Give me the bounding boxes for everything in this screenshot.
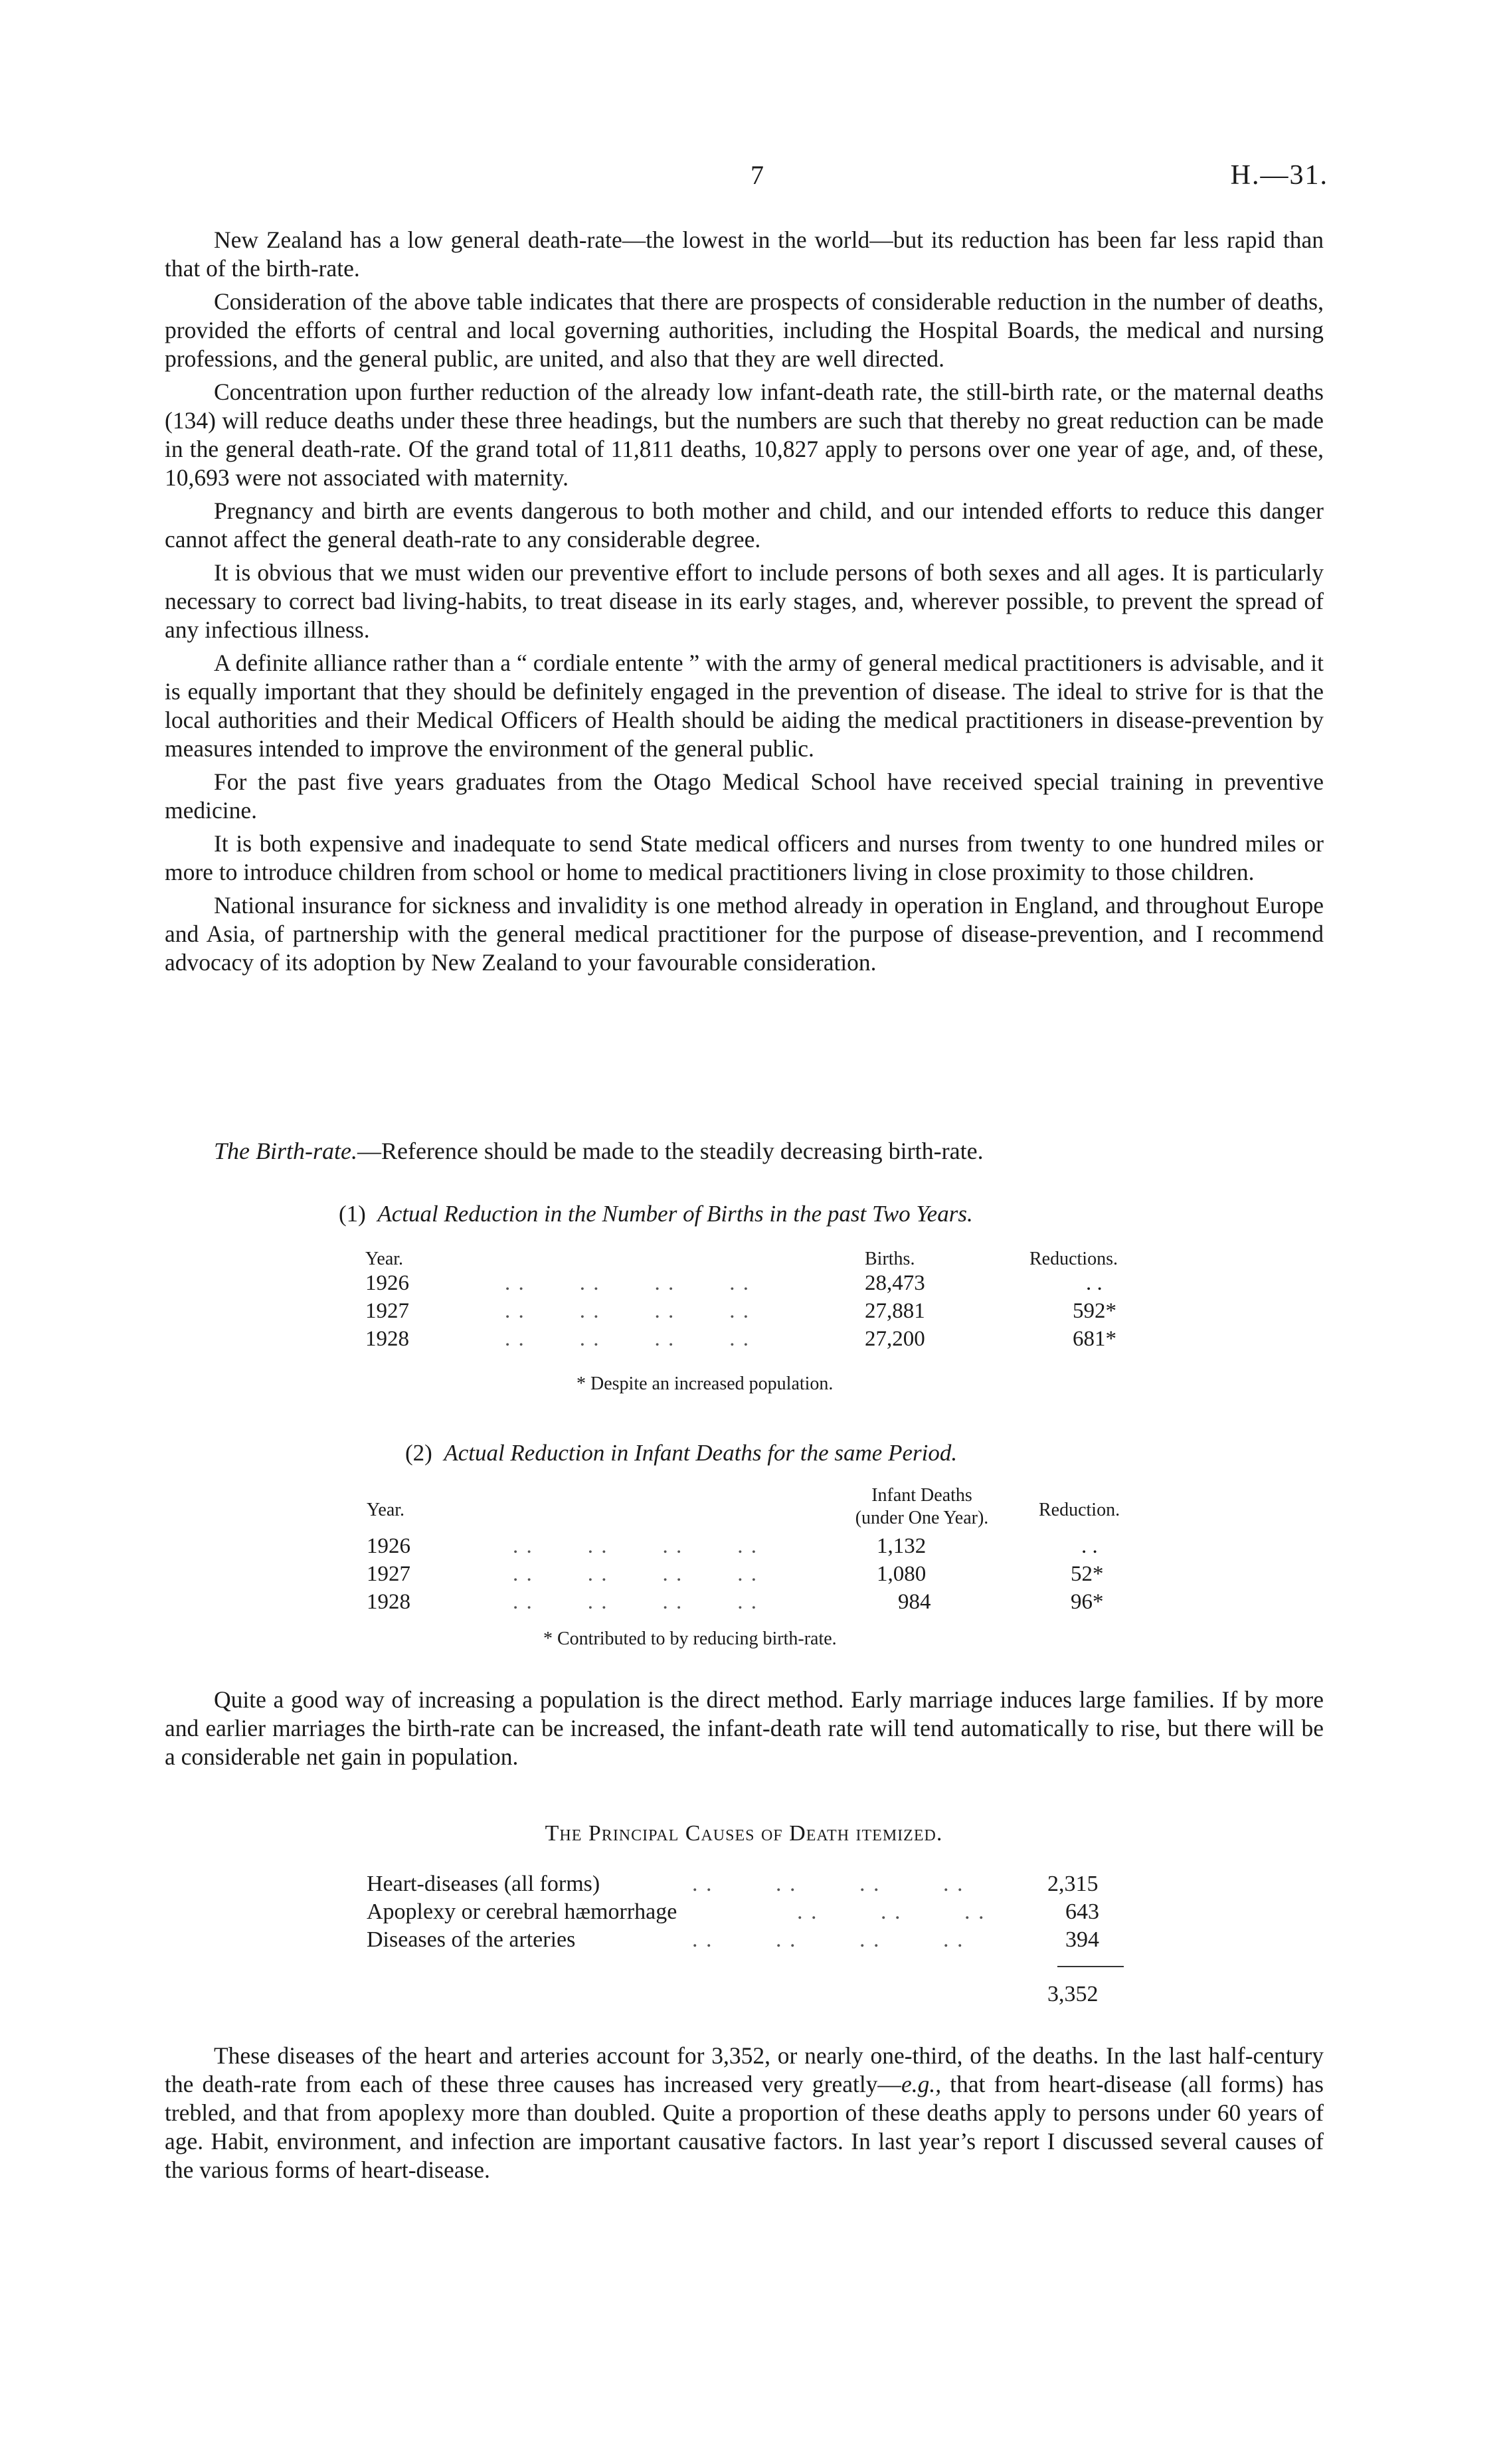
table2-header-deaths-sub: (under One Year).: [855, 1508, 989, 1528]
total-row: [367, 1982, 1124, 2010]
table1-footnote: * Despite an increased population.: [576, 1373, 834, 1394]
dot-leader: . . . . . . . .: [513, 1590, 758, 1614]
paragraph: It is both expensive and inadequate to send State medical officers and nurses from twenty to one hundred miles or more to introduce children from school or home to medical practitioners living in close proximity to those children.: [165, 830, 1324, 885]
table-row: [367, 1562, 1164, 1590]
cause-value: 643: [1065, 1899, 1099, 1924]
table1-births: 27,200: [865, 1327, 925, 1351]
table1-year: 1928: [365, 1327, 409, 1351]
dot-leader: . . . . . .: [797, 1899, 986, 1924]
section-text: —Reference should be made to the steadily decreasing birth-rate.: [357, 1138, 984, 1164]
paragraph: [165, 2042, 1324, 2184]
table-row: [367, 1899, 1124, 1927]
table1-caption-text: Actual Reduction in the Number of Births in the past Two Years.: [377, 1201, 973, 1227]
table1-births: 27,881: [865, 1299, 925, 1323]
table2-year: 1926: [367, 1534, 410, 1558]
cause-label: Diseases of the arteries: [367, 1927, 576, 1952]
table-row: [367, 1872, 1124, 1899]
dot-leader: . . . . . . . .: [692, 1872, 964, 1896]
table2-year: 1927: [367, 1562, 410, 1586]
table2-deaths: 1,080: [877, 1562, 927, 1586]
causes-heading: The Principal Causes of Death itemized.: [545, 1821, 943, 1846]
table2-header-reduction: Reduction.: [1039, 1500, 1120, 1520]
causes-total: 3,352: [1047, 1982, 1099, 2006]
cause-value: 2,315: [1047, 1872, 1099, 1896]
table-row: [365, 1327, 1142, 1355]
dot-leader: . . . . . . . .: [513, 1534, 758, 1558]
table1-year: 1926: [365, 1271, 409, 1295]
paragraph-emphasis: e.g.,: [901, 2071, 942, 2097]
table2-header-year: Year.: [367, 1500, 405, 1520]
paragraph: A definite alliance rather than a “ cordiale entente ” with the army of general medical practitioners is advisable, and it is equally important that they should be definitely engaged in the prevention of disease. The ideal to strive for is that the local authorities and their Medical Officers of Health should be aiding the medical practitioners in disease-prevention by measures intended to improve the environment of the general public.: [165, 650, 1324, 762]
table2-header-row: [367, 1485, 1164, 1532]
dot-leader: . . . . . . . .: [505, 1299, 750, 1323]
table1-caption: [339, 1201, 973, 1227]
section-label: The Birth-rate.: [214, 1138, 357, 1164]
table1-header-reductions: Reductions.: [1029, 1249, 1118, 1269]
table2-reduction: 52*: [1071, 1562, 1104, 1586]
total-rule: [1057, 1966, 1124, 1967]
table2-reduction: 96*: [1071, 1590, 1104, 1614]
cause-label: Heart-diseases (all forms): [367, 1872, 600, 1896]
table1-reduction: . .: [1086, 1271, 1103, 1295]
table2-deaths: 1,132: [877, 1534, 927, 1558]
table1-header-year: Year.: [365, 1249, 404, 1269]
dot-leader: . . . . . . . .: [505, 1271, 750, 1295]
table2-caption-text: Actual Reduction in Infant Deaths for the same Period.: [444, 1440, 958, 1466]
table2-caption-number: (2): [405, 1440, 432, 1466]
paragraph: Quite a good way of increasing a population is the direct method. Early marriage induces large families. If by more and earlier marriages the birth-rate can be increased, the infant-death rate will tend automatically to rise, but there will be a considerable net gain in population.: [165, 1686, 1324, 1770]
paragraph: Concentration upon further reduction of the already low infant-death rate, the still-birth rate, or the maternal deaths (134) will reduce deaths under these three headings, but the numbers are such that thereby no great reduction can be made in the general death-rate. Of the grand total of 11,811 deaths, 10,827 apply to persons over one year of age, and, of these, 10,693 were not associated with maternity.: [165, 379, 1324, 491]
table-row: [365, 1299, 1142, 1327]
table2-footnote: * Contributed to by reducing birth-rate.: [543, 1628, 837, 1649]
table-row: [365, 1271, 1142, 1299]
body-text-bottom: [165, 2042, 1324, 2189]
paragraph: Consideration of the above table indicates that there are prospects of considerable reduction in the number of deaths, provided the efforts of central and local governing authorities, including the Hospital Boards, the medical and nursing professions, and the general public, are united, and also that they are well directed.: [165, 288, 1324, 372]
table1-year: 1927: [365, 1299, 409, 1323]
paragraph: Pregnancy and birth are events dangerous to both mother and child, and our intended efforts to reduce this danger cannot affect the general death-rate to any considerable degree.: [165, 497, 1324, 553]
table1-births: 28,473: [865, 1271, 925, 1295]
table1-header-births: Births.: [865, 1249, 915, 1269]
table1: [365, 1249, 1142, 1368]
cause-label: Apoplexy or cerebral hæmorrhage: [367, 1899, 677, 1924]
table-row: [367, 1534, 1164, 1562]
table1-caption-number: (1): [339, 1201, 366, 1227]
table2-header-deaths: Infant Deaths: [871, 1485, 972, 1506]
paragraph-part: that from heart-disease (all forms) has trebled, and that from apoplexy more than doubled. Quite a proportion of these deaths apply to persons under 60 years of age. Habit, environment, and infection are important causative factors. In last year’s report I discussed several causes of the various forms of heart-disease.: [165, 2071, 1324, 2183]
table-row: [367, 1927, 1124, 1955]
body-text-mid: [165, 1686, 1324, 1776]
table2-reduction: . .: [1081, 1534, 1098, 1558]
body-text-top: [165, 226, 1324, 982]
table2-caption: [405, 1440, 957, 1466]
dot-leader: . . . . . . . .: [505, 1327, 750, 1351]
table1-reduction: 592*: [1073, 1299, 1116, 1323]
table2-deaths: 984: [898, 1590, 931, 1614]
dot-leader: . . . . . . . .: [692, 1927, 964, 1952]
table-row: [367, 1590, 1164, 1618]
document-reference: H.—31.: [1230, 160, 1328, 191]
table1-reduction: 681*: [1073, 1327, 1116, 1351]
paragraph: It is obvious that we must widen our preventive effort to include persons of both sexes and all ages. It is particularly necessary to correct bad living-habits, to treat disease in its early stages, and, wherever possible, to prevent the spread of any infectious illness.: [165, 559, 1324, 643]
paragraph: New Zealand has a low general death-rate—the lowest in the world—but its reduction has been far less rapid than that of the birth-rate.: [165, 226, 1324, 282]
causes-table: [367, 1872, 1124, 2031]
paragraph: For the past five years graduates from the Otago Medical School have received special training in preventive medicine.: [165, 768, 1324, 824]
table2-year: 1928: [367, 1590, 410, 1614]
table2: [367, 1485, 1164, 1618]
paragraph: National insurance for sickness and invalidity is one method already in operation in England, and throughout Europe and Asia, of partnership with the general medical practitioner for the purpose of disease-prevention, and I recommend advocacy of its adoption by New Zealand to your favourable consideration.: [165, 892, 1324, 976]
birth-rate-heading: [214, 1137, 984, 1165]
dot-leader: . . . . . . . .: [513, 1562, 758, 1586]
cause-value: 394: [1065, 1927, 1099, 1952]
paragraph-part: These diseases of the heart and arteries account for 3,352, or nearly one-third, of the deaths. In the last half-century the death-rate from each of these three causes has increased very greatly—: [165, 2042, 1324, 2097]
page-number: 7: [751, 160, 764, 190]
